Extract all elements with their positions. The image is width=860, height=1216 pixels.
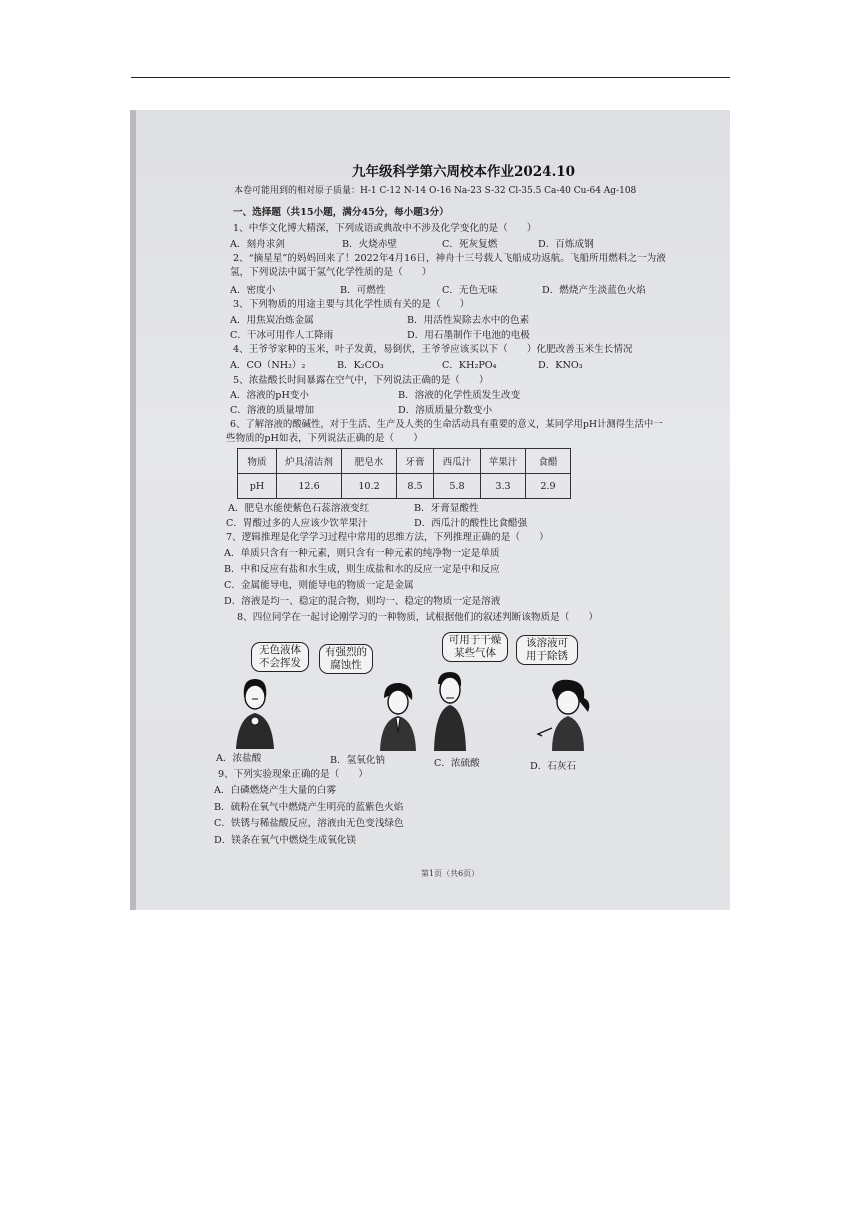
q5-stem: 5、浓盐酸长时间暴露在空气中，下列说法正确的是（ ） — [233, 375, 489, 386]
q5-option-b: B．溶液的化学性质发生改变 — [398, 390, 521, 401]
ph-table — [237, 448, 571, 499]
bubble-text: 腐蚀性 — [330, 659, 362, 671]
ph-table-header-row — [238, 449, 571, 474]
student-figure-4 — [534, 678, 600, 752]
q9-stem: 9、下列实验现象正确的是（ ） — [218, 769, 369, 780]
table-cell: 苹果汁 — [481, 449, 526, 474]
q2-option-a: A．密度小 — [230, 285, 276, 296]
q1-option-d: D．百炼成钢 — [538, 239, 594, 250]
q8-option-c: C．浓硫酸 — [434, 758, 480, 769]
q9-option-b: B．硫粉在氧气中燃烧产生明亮的蓝紫色火焰 — [214, 802, 404, 813]
speech-bubble-2 — [319, 644, 373, 674]
q5-option-d: D．溶质质量分数变小 — [398, 405, 493, 416]
table-cell: 肥皂水 — [342, 449, 397, 474]
table-cell: 8.5 — [397, 474, 434, 499]
bubble-text: 无色液体 — [259, 644, 301, 656]
q8-stem: 8、四位同学在一起讨论刚学习的一种物质，试根据他们的叙述判断该物质是（ ） — [237, 612, 599, 623]
bubble-text: 有强烈的 — [325, 646, 367, 658]
q3-stem: 3、下列物质的用途主要与其化学性质有关的是（ ） — [233, 299, 470, 310]
bubble-text: 不会挥发 — [259, 657, 301, 669]
q1-option-c: C．死灰复燃 — [442, 239, 498, 250]
table-cell: 2.9 — [526, 474, 571, 499]
speech-bubble-3 — [442, 632, 508, 662]
q6-option-a: A．肥皂水能使紫色石蕊溶液变红 — [228, 503, 370, 514]
table-cell: 5.8 — [434, 474, 481, 499]
q3-option-b: B．用活性炭除去水中的色素 — [407, 315, 530, 326]
q8-option-d: D．石灰石 — [530, 761, 577, 772]
student-figure-3 — [430, 670, 470, 752]
q6-stem-line1: 6、了解溶液的酸碱性，对于生活、生产及人类的生命活动具有重要的意义，某同学用pH计测得生活中一 — [230, 419, 663, 430]
q7-stem: 7、逻辑推理是化学学习过程中常用的思维方法，下列推理正确的是（ ） — [226, 532, 549, 543]
q2-option-b: B．可燃性 — [340, 285, 386, 296]
worksheet-photo — [130, 110, 730, 910]
q4-option-a: A．CO（NH₂）₂ — [230, 360, 306, 371]
section-heading: 一、选择题（共15小题，满分45分，每小题3分） — [233, 207, 449, 218]
q6-option-d: D．西瓜汁的酸性比食醋强 — [414, 518, 528, 529]
table-cell: 10.2 — [342, 474, 397, 499]
q8-option-a: A．浓盐酸 — [216, 753, 262, 764]
q6-option-c: C．胃酸过多的人应该少饮苹果汁 — [226, 518, 368, 529]
q6-option-b: B．牙膏显酸性 — [414, 503, 479, 514]
q6-stem-line2: 些物质的pH如表，下列说法正确的是（ ） — [226, 433, 423, 444]
table-cell: pH — [238, 474, 277, 499]
q2-stem-line1: 2、“摘星星”的妈妈回来了！2022年4月16日，神舟十三号载人飞船成功返航。飞船所用燃料之一为液 — [233, 253, 666, 264]
q9-option-d: D．镁条在氧气中燃烧生成氧化镁 — [214, 835, 357, 846]
q7-option-d: D．溶液是均一、稳定的混合物，则均一、稳定的物质一定是溶液 — [224, 596, 501, 607]
q1-option-b: B．火烧赤壁 — [342, 239, 398, 250]
table-cell: 牙膏 — [397, 449, 434, 474]
header-rule — [131, 77, 730, 78]
q3-option-c: C．干冰可用作人工降雨 — [230, 330, 334, 341]
table-cell: 12.6 — [277, 474, 342, 499]
bubble-text: 可用于干燥 — [448, 634, 502, 646]
atomic-masses: 本卷可能用到的相对原子质量：H-1 C-12 N-14 O-16 Na-23 S-32 Cl-35.5 Ca-40 Cu-64 Ag-108 — [234, 186, 637, 196]
speech-bubble-1 — [251, 642, 309, 672]
student-figure-2 — [374, 680, 422, 752]
q1-stem: 1、中华文化博大精深，下列成语或典故中不涉及化学变化的是（ ） — [233, 223, 537, 234]
speech-bubble-4 — [516, 635, 578, 665]
page-footer: 第1页（共6页） — [421, 869, 480, 878]
q9-option-c: C．铁锈与稀盐酸反应，溶液由无色变浅绿色 — [214, 818, 404, 829]
bubble-text: 该溶液可 — [526, 637, 568, 649]
q9-option-a: A．白磷燃烧产生大量的白雾 — [214, 785, 337, 796]
q3-option-d: D．用石墨制作干电池的电极 — [407, 330, 530, 341]
q4-stem: 4、王爷爷家种的玉米，叶子发黄，易倒伏，王爷爷应该买以下（ ）化肥改善玉米生长情况 — [233, 344, 633, 355]
q7-option-b: B．中和反应有盐和水生成，则生成盐和水的反应一定是中和反应 — [224, 564, 500, 575]
photo-edge-shadow — [130, 110, 136, 910]
q1-option-a: A．刻舟求剑 — [230, 239, 285, 250]
bubble-text: 某些气体 — [454, 647, 496, 659]
table-cell: 西瓜汁 — [434, 449, 481, 474]
q8-option-b: B．氢氧化钠 — [330, 755, 386, 766]
q5-option-c: C．溶液的质量增加 — [230, 405, 315, 416]
student-figure-1 — [230, 675, 280, 750]
q7-option-a: A．单质只含有一种元素，则只含有一种元素的纯净物一定是单质 — [224, 548, 500, 559]
table-cell: 3.3 — [481, 474, 526, 499]
q2-option-d: D．燃烧产生淡蓝色火焰 — [542, 285, 646, 296]
table-cell: 炉具清洁剂 — [277, 449, 342, 474]
q5-option-a: A．溶液的pH变小 — [230, 390, 309, 401]
q4-option-c: C．KH₂PO₄ — [442, 360, 497, 371]
q2-option-c: C．无色无味 — [442, 285, 498, 296]
bubble-text: 用于除锈 — [526, 650, 568, 662]
q4-option-d: D．KNO₃ — [538, 360, 583, 371]
q3-option-a: A．用焦炭冶炼金属 — [230, 315, 314, 326]
table-cell: 物质 — [238, 449, 277, 474]
table-cell: 食醋 — [526, 449, 571, 474]
q7-option-c: C．金属能导电，则能导电的物质一定是金属 — [224, 580, 414, 591]
page-title: 九年级科学第六周校本作业2024.10 — [352, 164, 576, 180]
q2-stem-line2: 氢，下列说法中属于氢气化学性质的是（ ） — [230, 267, 432, 278]
q4-option-b: B．K₂CO₃ — [337, 360, 384, 371]
ph-table-value-row — [238, 474, 571, 499]
